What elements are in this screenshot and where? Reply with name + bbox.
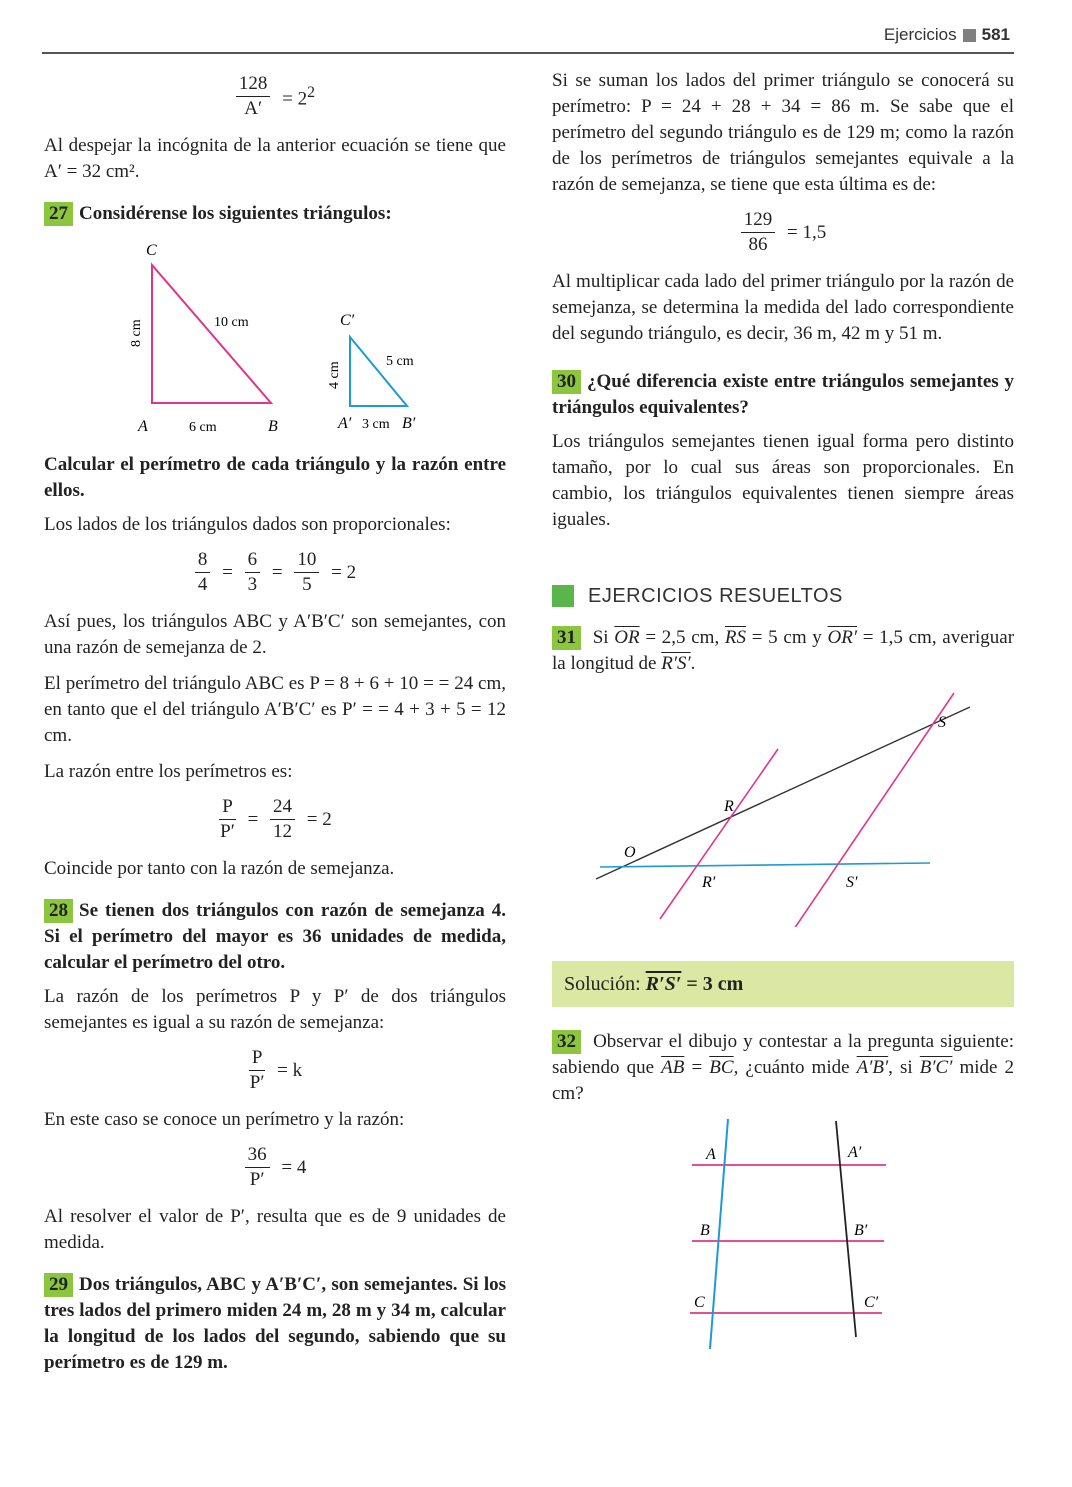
paragraph-28a: La razón de los perímetros P y P′ de dos triángulos semejantes es igual a su razón de semejanza: [44, 986, 506, 1033]
line-SS [790, 693, 954, 927]
paragraph-27b: Así pues, los triángulos ABC y A′B′C′ son semejantes, con una razón de semejanza de 2. [44, 611, 506, 658]
eq27b-d2: 12 [273, 821, 293, 842]
paragraph-27c: El perímetro del triángulo ABC es P = 8 + 6 + 10 = = 24 cm, en tanto que el del triángulo A′B′C′ es P′ = = 4 + 3 + 5 = 12 cm. [44, 673, 506, 746]
label-big-B: B [268, 418, 278, 435]
figure-32 [552, 1117, 1014, 1357]
page-header [42, 22, 1014, 54]
line-horizontal [600, 863, 930, 867]
small-triangle [350, 337, 407, 406]
label-S: S [938, 714, 946, 731]
paragraph-27a: Los lados de los triángulos dados son proporcionales: [44, 514, 451, 535]
equation-27 [44, 548, 506, 597]
paragraph-27d: La razón entre los perímetros es: [44, 761, 293, 782]
paragraph-29b: Al multiplicar cada lado del primer triángulo por la razón de semejanza, se determina la medida del lado correspondiente del segundo triángulo, es decir, 36 m, 42 m y 51 m. [552, 271, 1014, 344]
label-Rp: R′ [702, 874, 716, 891]
label-big-C: C [146, 242, 157, 259]
eq27-n3: 10 [294, 548, 319, 573]
label-big-A: A [138, 418, 148, 435]
question-27-text: Considérense los siguientes triángulos: [79, 203, 392, 224]
label-big-side-v: 8 cm [129, 319, 144, 347]
question-28 [44, 898, 506, 976]
label-small-side-d: 5 cm [386, 354, 414, 369]
label-Cp: C′ [864, 1294, 879, 1311]
eq29-n: 129 [741, 208, 776, 233]
label-A: A [706, 1146, 716, 1163]
eq28a-d: P′ [249, 1072, 265, 1093]
left-column [44, 68, 506, 1384]
label-small-side-v: 4 cm [327, 361, 342, 389]
figure-27 [44, 235, 506, 440]
q32-seg-ab: $\overline{AB}$ [661, 1057, 685, 1078]
solution-value: = 3 cm [686, 973, 744, 995]
paragraph-27e: Coincide por tanto con la razón de semejanza. [44, 858, 395, 879]
eq27-d2: 3 [247, 574, 258, 595]
eq27b-rhs: = 2 [306, 808, 332, 830]
label-R: R [724, 798, 734, 815]
eq-a-rhs: = 2 [282, 88, 308, 110]
q32-seg-bc: $\overline{BC}$ [709, 1057, 734, 1078]
q31-seg-or: $\overline{OR}$ [614, 627, 640, 648]
eq27-eq2: = [271, 561, 283, 583]
eq27-d3: 5 [302, 574, 312, 595]
label-small-side-h: 3 cm [362, 417, 390, 432]
eq28b-n: 36 [245, 1143, 270, 1168]
paragraph-30: Los triángulos semejantes tienen igual forma pero distinto tamaño, por lo cual sus áreas son proporcionales. En cambio, los triángulos equivalentes tienen siempre áreas iguales. [552, 431, 1014, 530]
eq28a-n: P [249, 1046, 266, 1071]
equation-a [44, 72, 506, 121]
badge-31: 31 [552, 626, 581, 650]
header-label [884, 25, 1010, 45]
label-C: C [694, 1294, 705, 1311]
badge-30: 30 [552, 370, 581, 394]
header-section: Ejercicios [883, 25, 957, 44]
q32-seg-apbp: A′B′ [856, 1057, 889, 1078]
eq27b-d1: P′ [220, 821, 235, 842]
eq27b-n2: 24 [270, 795, 295, 820]
eq28a-rhs: = k [277, 1059, 303, 1081]
eq-a-den: A′ [244, 98, 263, 119]
q31-t4: . [690, 653, 696, 674]
eq-a-num: 128 [236, 72, 271, 97]
q32-t2: = [691, 1057, 703, 1078]
q31-pre: Si [592, 627, 609, 648]
question-28-text: Se tienen dos triángulos con razón de semejanza 4. Si el perímetro del mayor es 36 unidades de medida, calcular el perímetro del otro. [44, 900, 506, 973]
equation-28a [44, 1046, 506, 1095]
solution-seg: R′S′ [645, 973, 682, 995]
question-29-text: Dos triángulos, ABC y A′B′C′, son semejantes. Si los tres lados del primero miden 24 m, 28 m y 34 m, calcular la longitud de los lados del segundo, sabiendo que su perímetro es de 129 m. [44, 1274, 506, 1373]
eq27b-n1: P [219, 795, 236, 820]
question-31 [552, 625, 1014, 677]
equation-29 [552, 208, 1014, 257]
label-Bp: B′ [854, 1222, 868, 1239]
equation-27b [44, 795, 506, 844]
badge-27: 27 [44, 202, 73, 226]
section-title: EJERCICIOS RESUELTOS [588, 585, 843, 607]
q32-t5: mide 2 cm? [552, 1057, 1015, 1104]
label-small-B: B′ [402, 415, 416, 432]
question-30 [552, 369, 1014, 421]
q31-t3: = 1,5 cm, averiguar la longitud de [552, 627, 1015, 674]
q32-seg-bpcp: B′C′ [919, 1057, 953, 1078]
big-triangle [152, 265, 271, 403]
eq27-n1: 8 [195, 548, 211, 573]
eq27-rhs: = 2 [331, 561, 357, 583]
solution-box [552, 961, 1014, 1007]
label-O: O [624, 844, 636, 861]
q31-seg-rs: $\overline{RS}$ [724, 627, 747, 648]
paragraph-a: Al despejar la incógnita de la anterior ecuación se tiene que A′ = 32 cm². [44, 135, 506, 182]
question-30-text: ¿Qué diferencia existe entre triángulos semejantes y triángulos equivalentes? [552, 371, 1014, 418]
eq27-d1: 4 [197, 574, 208, 595]
eq28b-d: P′ [249, 1169, 265, 1190]
figure-31 [552, 687, 1014, 927]
header-square-icon [963, 29, 976, 42]
section-heading [552, 583, 1014, 609]
question-32 [552, 1029, 1014, 1107]
q31-t2: = 5 cm y [751, 627, 822, 648]
q31-seg-orp: OR′ [827, 627, 858, 648]
label-big-side-h: 6 cm [189, 420, 217, 435]
q32-t4: , si [888, 1057, 913, 1078]
solution-label: Solución: [564, 973, 641, 995]
q31-seg-rsp: R′S′ [661, 653, 691, 674]
q32-t3: , ¿cuánto mide [733, 1057, 850, 1078]
q32-t1: Observar el dibujo y contestar a la pregunta siguiente: sabiendo que [552, 1031, 1014, 1078]
badge-28: 28 [44, 899, 73, 923]
badge-29: 29 [44, 1273, 73, 1297]
paragraph-28c: Al resolver el valor de P′, resulta que es de 9 unidades de medida. [44, 1206, 506, 1253]
eq27-eq1: = [222, 561, 233, 583]
question-29 [44, 1272, 506, 1376]
eq27-n2: 6 [245, 548, 261, 573]
paragraph-29a: Si se suman los lados del primer triángulo se conocerá su perímetro: P = 24 + 28 + 34 = 86 m. Se sabe que el perímetro del segundo triángulo es de 129 m; como la razón de los perímetros de triángulos semejantes equivale a la razón de semejanza, se tiene que esta última es de: [552, 70, 1014, 195]
question-27b: Calcular el perímetro de cada triángulo y la razón entre ellos. [44, 454, 506, 501]
paragraph-28b: En este caso se conoce un perímetro y la razón: [44, 1109, 405, 1130]
eq29-rhs: = 1,5 [787, 221, 827, 243]
label-B: B [700, 1222, 710, 1239]
question-27 [44, 201, 506, 227]
label-Sp: S′ [846, 874, 858, 891]
line-oS [596, 707, 970, 879]
label-small-C: C′ [340, 312, 355, 329]
eq28b-rhs: = 4 [281, 1156, 307, 1178]
line-RR [660, 749, 778, 919]
section-square-icon [552, 585, 574, 607]
label-small-A: A′ [338, 415, 352, 432]
label-big-side-d: 10 cm [214, 315, 249, 330]
badge-32: 32 [552, 1030, 581, 1054]
q31-t1: = 2,5 cm, [645, 627, 720, 648]
right-column [552, 68, 1014, 1365]
eq29-d: 86 [748, 234, 768, 255]
eq27b-eq: = [247, 808, 259, 830]
eq-a-exp: 2 [307, 84, 316, 102]
label-Ap: A′ [848, 1144, 862, 1161]
page-number: 581 [981, 25, 1010, 44]
equation-28b [44, 1143, 506, 1192]
